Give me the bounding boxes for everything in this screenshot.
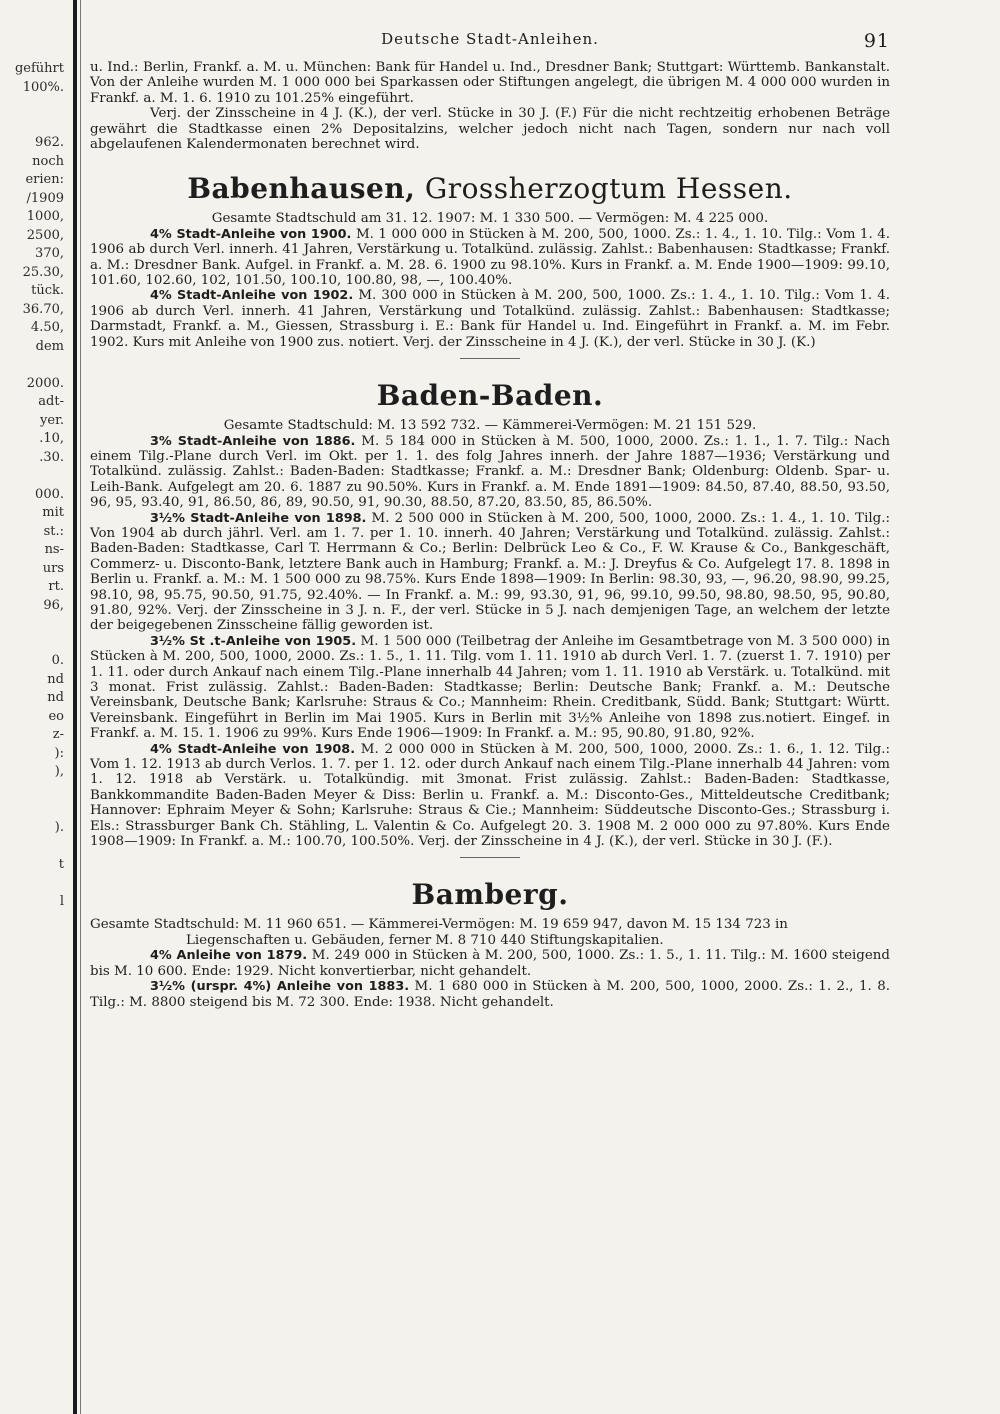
city-heading-baden-baden: Baden-Baden.: [376, 379, 604, 413]
margin-fragment: 2000.: [26, 375, 64, 391]
margin-fragment: st.:: [43, 523, 64, 539]
loan-text: M. 300 000 in Stücken à M. 200, 500, 1000. Zs.: 1. 4., 1. 10. Tilg.: Vom 1. 4. 1906 ab durch Verl. innerh. 41 Jahren, Verstärkung und Totalkünd. zulässig. Zahlst.: Babenhausen: Stadtkasse; Darmstadt, Frankf. a. M., Giessen, Strassburg i. E.: Bank für Handel u. Ind. Eingeführt in Frankf. a. M. im Febr. 1902. Kurs mit Anleihe von 1900 zus. notiert. Verj. der Zinsscheine in 4 J. (K.), der verl. Stücke in 30 J. (K.): [90, 288, 890, 350]
margin-fragment: [0, 634, 72, 653]
margin-fragment: [0, 874, 72, 893]
loan-entry: [90, 948, 890, 979]
margin-fragment: [0, 800, 72, 819]
margin-fragment: 100%.: [22, 79, 64, 95]
book-gutter: [73, 0, 77, 1414]
city-summary: Gesamte Stadtschuld: M. 13 592 732. — Kämmerei-Vermögen: M. 21 151 529.: [223, 418, 757, 434]
book-gutter-edge: [80, 0, 81, 1414]
margin-fragment: 96,: [43, 597, 64, 613]
margin-fragment: 1000,: [26, 209, 64, 224]
margin-fragment: 962.: [35, 135, 64, 150]
margin-fragment: geführt: [14, 61, 64, 76]
margin-fragment: 370,: [35, 246, 64, 261]
margin-fragment: [0, 97, 72, 116]
intro-paragraph: u. Ind.: Berlin, Frankf. a. M. u. München: Bank für Handel u. Ind., Dresdner Bank; Stuttgart: Württemb. Bankanstalt. Von der Anleihe wurden M. 1 000 000 bei Sparkassen oder Stiftungen angelegt, die übrigen M. 4 000 000 wurden in Frankf. a. M. 1. 6. 1910 zu 101.25% eingeführt.: [90, 60, 890, 106]
margin-fragment: z-: [52, 727, 64, 742]
running-header: [90, 30, 890, 60]
margin-fragment: nd: [47, 690, 64, 705]
margin-fragment: 25.30,: [22, 264, 64, 280]
margin-fragment: yer.: [40, 412, 64, 428]
loan-entry: [90, 979, 890, 1010]
margin-fragment: [0, 967, 72, 986]
loan-text: M. 1 680 000 in Stücken à M. 200, 500, 1000, 2000. Zs.: 1. 2., 1. 8. Tilg.: M. 8800 steigend bis M. 72 300. Ende: 1938. Nicht gehandelt.: [90, 979, 890, 1010]
loan-text: M. 249 000 in Stücken à M. 200, 500, 1000. Zs.: 1. 5., 1. 11. Tilg.: M. 1600 steigend bis M. 10 600. Ende: 1929. Nicht konvertierbar, nicht gehandelt.: [90, 948, 890, 979]
loan-entry: [90, 288, 890, 350]
loan-title: 3% Stadt-Anleihe von 1886.: [150, 433, 356, 449]
loan-title: 4% Stadt-Anleihe von 1908.: [150, 741, 356, 757]
loan-title: 3½% St .t-Anleihe von 1905.: [150, 633, 357, 649]
loan-title: 4% Anleihe von 1879.: [150, 948, 308, 964]
section-divider: [460, 358, 520, 359]
margin-fragment: ns-: [44, 542, 64, 557]
intro-paragraph-2: Verj. der Zinsscheine in 4 J. (K.), der verl. Stücke in 30 J. (F.) Für die nicht rechtzeitig erhobenen Beträge gewährt die Stadtkasse einen 2% Depositalzins, welcher jedoch nicht nach Tagen, sondern nur nach voll abgelaufenen Kalendermonaten berechnet wird.: [90, 106, 890, 153]
margin-fragment: noch: [32, 153, 64, 169]
loan-entry: [90, 434, 890, 511]
section-divider: [460, 857, 520, 858]
margin-fragment: 2500,: [26, 227, 64, 243]
loan-title: 4% Stadt-Anleihe von 1902.: [150, 288, 354, 304]
margin-fragment: rt.: [48, 579, 64, 594]
margin-fragment: [0, 911, 72, 930]
loan-title: 3½% (urspr. 4%) Anleihe von 1883.: [150, 979, 410, 995]
loan-entry: [90, 227, 890, 289]
margin-fragment: [0, 356, 72, 375]
margin-fragment: [0, 837, 72, 856]
loan-entry: [90, 742, 890, 850]
margin-fragment: .30.: [39, 449, 64, 465]
margin-fragment: [0, 467, 72, 486]
margin-fragment: l: [59, 893, 64, 909]
city-summary: Gesamte Stadtschuld: M. 11 960 651. — Kämmerei-Vermögen: M. 19 659 947, davon M. 15 134 723 in Liegenschaften u. Gebäuden, ferner M. 8 710 440 Stiftungskapitalien.: [90, 917, 788, 948]
margin-fragment: erien:: [25, 172, 64, 187]
margin-fragment: ):: [54, 745, 64, 761]
city-heading-babenhausen: Babenhausen, Grossherzogtum Hessen.: [187, 172, 793, 206]
city-heading-bamberg: Bamberg.: [411, 878, 569, 912]
margin-fragment: 36.70,: [22, 301, 64, 317]
loan-text: M. 1 000 000 in Stücken à M. 200, 500, 1000. Zs.: 1. 4., 1. 10. Tilg.: Vom 1. 4. 1906 ab durch Verl. innerh. 41 Jahren, Verstärkung u. Totalkünd. zulässig. Zahlst.: Babenhausen: Stadtkasse; Frankf. a. M.: Dresdner Bank. Aufgel. in Frankf. a. M. 28. 6. 1900 zu 98.10%. Kurs in Frankf. a. M. Ende 1900—1909: 99.10, 101.60, 102.60, 102, 101.50, 100.10, 100.80, 98, —, 100.40%.: [90, 226, 890, 289]
left-margin-fragments: [0, 60, 72, 1414]
margin-fragment: [0, 948, 72, 967]
margin-fragment: .10,: [39, 431, 64, 446]
margin-fragment: [0, 930, 72, 949]
margin-fragment: urs: [42, 560, 64, 576]
margin-fragment: ).: [54, 819, 64, 835]
loan-text: M. 2 500 000 in Stücken à M. 200, 500, 1000, 2000. Zs.: 1. 4., 1. 10. Tilg.: Von 1904 ab durch jährl. Verl. am 1. 7. per 1. 10. innerh. 40 Jahren; Verstärkung und Totalkünd. zulässig. Zahlst.: Baden-Baden: Stadtkasse, Carl T. Herrmann & Co.; Berlin: Delbrück Leo & Co., F. W. Krause & Co., Bankgeschäft, Commerz- u. Disconto-Bank, letztere Bank auch in Hamburg; Frankf. a. M.: J. Dreyfus & Co. Aufgelegt 17. 8. 1898 in Berlin u. Frankf. a. M.: M. 1 500 000 zu 98.75%. Kurs Ende 1898—1909: In Berlin: 98.30, 93, —, 96.20, 98.90, 99.25, 98.10, 98, 95.75, 90.50, 91.75, 92.40%. — In Frankf. a. M.: 99, 93.30, 91, 96, 99.10, 99.50, 98.80, 98.50, 95, 90.80, 91.80, 92%. Verj. der Zinsscheine in 3 J. n. F., der verl. Stücke in 5 J. nach demjenigen Tage, an welchem der letzte der beigegebenen Zinsscheine fällig geworden ist.: [90, 510, 891, 634]
loan-entry: [90, 511, 890, 634]
running-title: Deutsche Stadt-Anleihen.: [381, 30, 599, 48]
margin-fragment: eo: [48, 708, 64, 724]
margin-fragment: adt-: [38, 394, 64, 409]
loan-text: M. 5 184 000 in Stücken à M. 500, 1000, 2000. Zs.: 1. 1., 1. 7. Tilg.: Nach einem Tilg.-Plane durch Verl. im Okt. per 1. 1. des folg Jahres innerh. der Jahre 1887—1936; Verstärkung und Totalkünd. zulässig. Zahlst.: Baden-Baden: Stadtkasse; Frankf. a. M.: Dresdner Bank; Oldenburg: Oldenb. Spar- u. Leih-Bank. Aufgelegt am 20. 6. 1887 zu 90.50%. Kurs in Frankf. a. M. Ende 1891—1909: 84.50, 87.40, 88.50, 93.50, 96, 95, 93.40, 91, 86.50, 86, 89, 90.50, 91, 90.30, 88.50, 87.20, 83.50, 85, 86.50%.: [90, 433, 890, 511]
margin-fragment: [0, 782, 72, 801]
margin-fragment: nd: [47, 671, 64, 687]
margin-fragment: tück.: [31, 283, 64, 298]
margin-fragment: 000.: [35, 486, 64, 502]
margin-fragment: [0, 615, 72, 634]
margin-fragment: 0.: [51, 653, 64, 668]
margin-fragment: [0, 116, 72, 135]
margin-fragment: 4.50,: [30, 320, 64, 335]
margin-fragment: t: [58, 856, 64, 872]
page-number: 91: [863, 30, 890, 52]
loan-entry: [90, 634, 890, 742]
margin-fragment: mit: [42, 505, 64, 520]
loan-title: 3½% Stadt-Anleihe von 1898.: [150, 510, 367, 526]
loan-text: M. 1 500 000 (Teilbetrag der Anleihe im Gesamtbetrage von M. 3 500 000) in Stücken à M. 200, 500, 1000, 2000. Zs.: 1. 5., 1. 11. Tilg. vom 1. 11. 1910 ab durch Verl. 1. 7. (zuerst 1. 7. 1910) per 1. 11. oder durch Ankauf nach einem Tilg.-Plane innerhalb 44 Jahren; vom 1. 11. 1910 ab Verstärk. u. Totalkünd. mit 3 monat. Frist zulässig. Zahlst.: Baden-Baden: Stadtkasse; Berlin: Deutsche Bank; Frankf. a. M.: Deutsche Vereinsbank, Deutsche Bank; Karlsruhe: Straus & Co.; Mannheim: Rhein. Creditbank, Südd. Bank; Stuttgart: Württ. Vereinsbank. Eingeführt in Berlin im Mai 1905. Kurs in Berlin mit 3½% Anleihe von 1898 zus.notiert. Eingef. in Frankf. a. M. 15. 1. 1906 zu 99%. Kurs Ende 1906—1909: In Frankf. a. M.: 95, 90.80, 91.80, 92%.: [90, 633, 890, 742]
margin-fragment: /1909: [26, 190, 64, 206]
margin-fragment: dem: [35, 338, 64, 354]
margin-fragment: ),: [54, 764, 64, 779]
city-summary: Gesamte Stadtschuld am 31. 12. 1907: M. 1 330 500. — Vermögen: M. 4 225 000.: [211, 211, 769, 227]
page: [90, 30, 890, 1010]
loan-title: 4% Stadt-Anleihe von 1900.: [150, 226, 352, 242]
loan-text: M. 2 000 000 in Stücken à M. 200, 500, 1000, 2000. Zs.: 1. 6., 1. 12. Tilg.: Vom 1. 12. 1913 ab durch Verlos. 1. 7. per 1. 12. oder durch Ankauf nach einem Tilg.-Plane innerhalb 44 Jahren: vom 1. 12. 1918 ab Verstärk. u. Totalkündig. mit 3monat. Frist zulässig. Zahlst.: Baden-Baden: Stadtkasse, Bankkommandite Baden-Baden Meyer & Diss: Berlin u. Frankf. a. M.: Disconto-Ges., Mitteldeutsche Creditbank; Hannover: Ephraim Meyer & Sohn; Karlsruhe: Straus & Cie.; Mannheim: Süddeutsche Disconto-Ges.; Strassburg i. Els.: Strassburger Bank Ch. Stähling, L. Valentin & Co. Aufgelegt 20. 3. 1908 M. 2 000 000 zu 97.80%. Kurs Ende 1908—1909: In Frankf. a. M.: 100.70, 100.50%. Verj. der Zinsscheine in 4 J. (K.), der verl. Stücke in 30 J. (F.).: [90, 741, 890, 850]
